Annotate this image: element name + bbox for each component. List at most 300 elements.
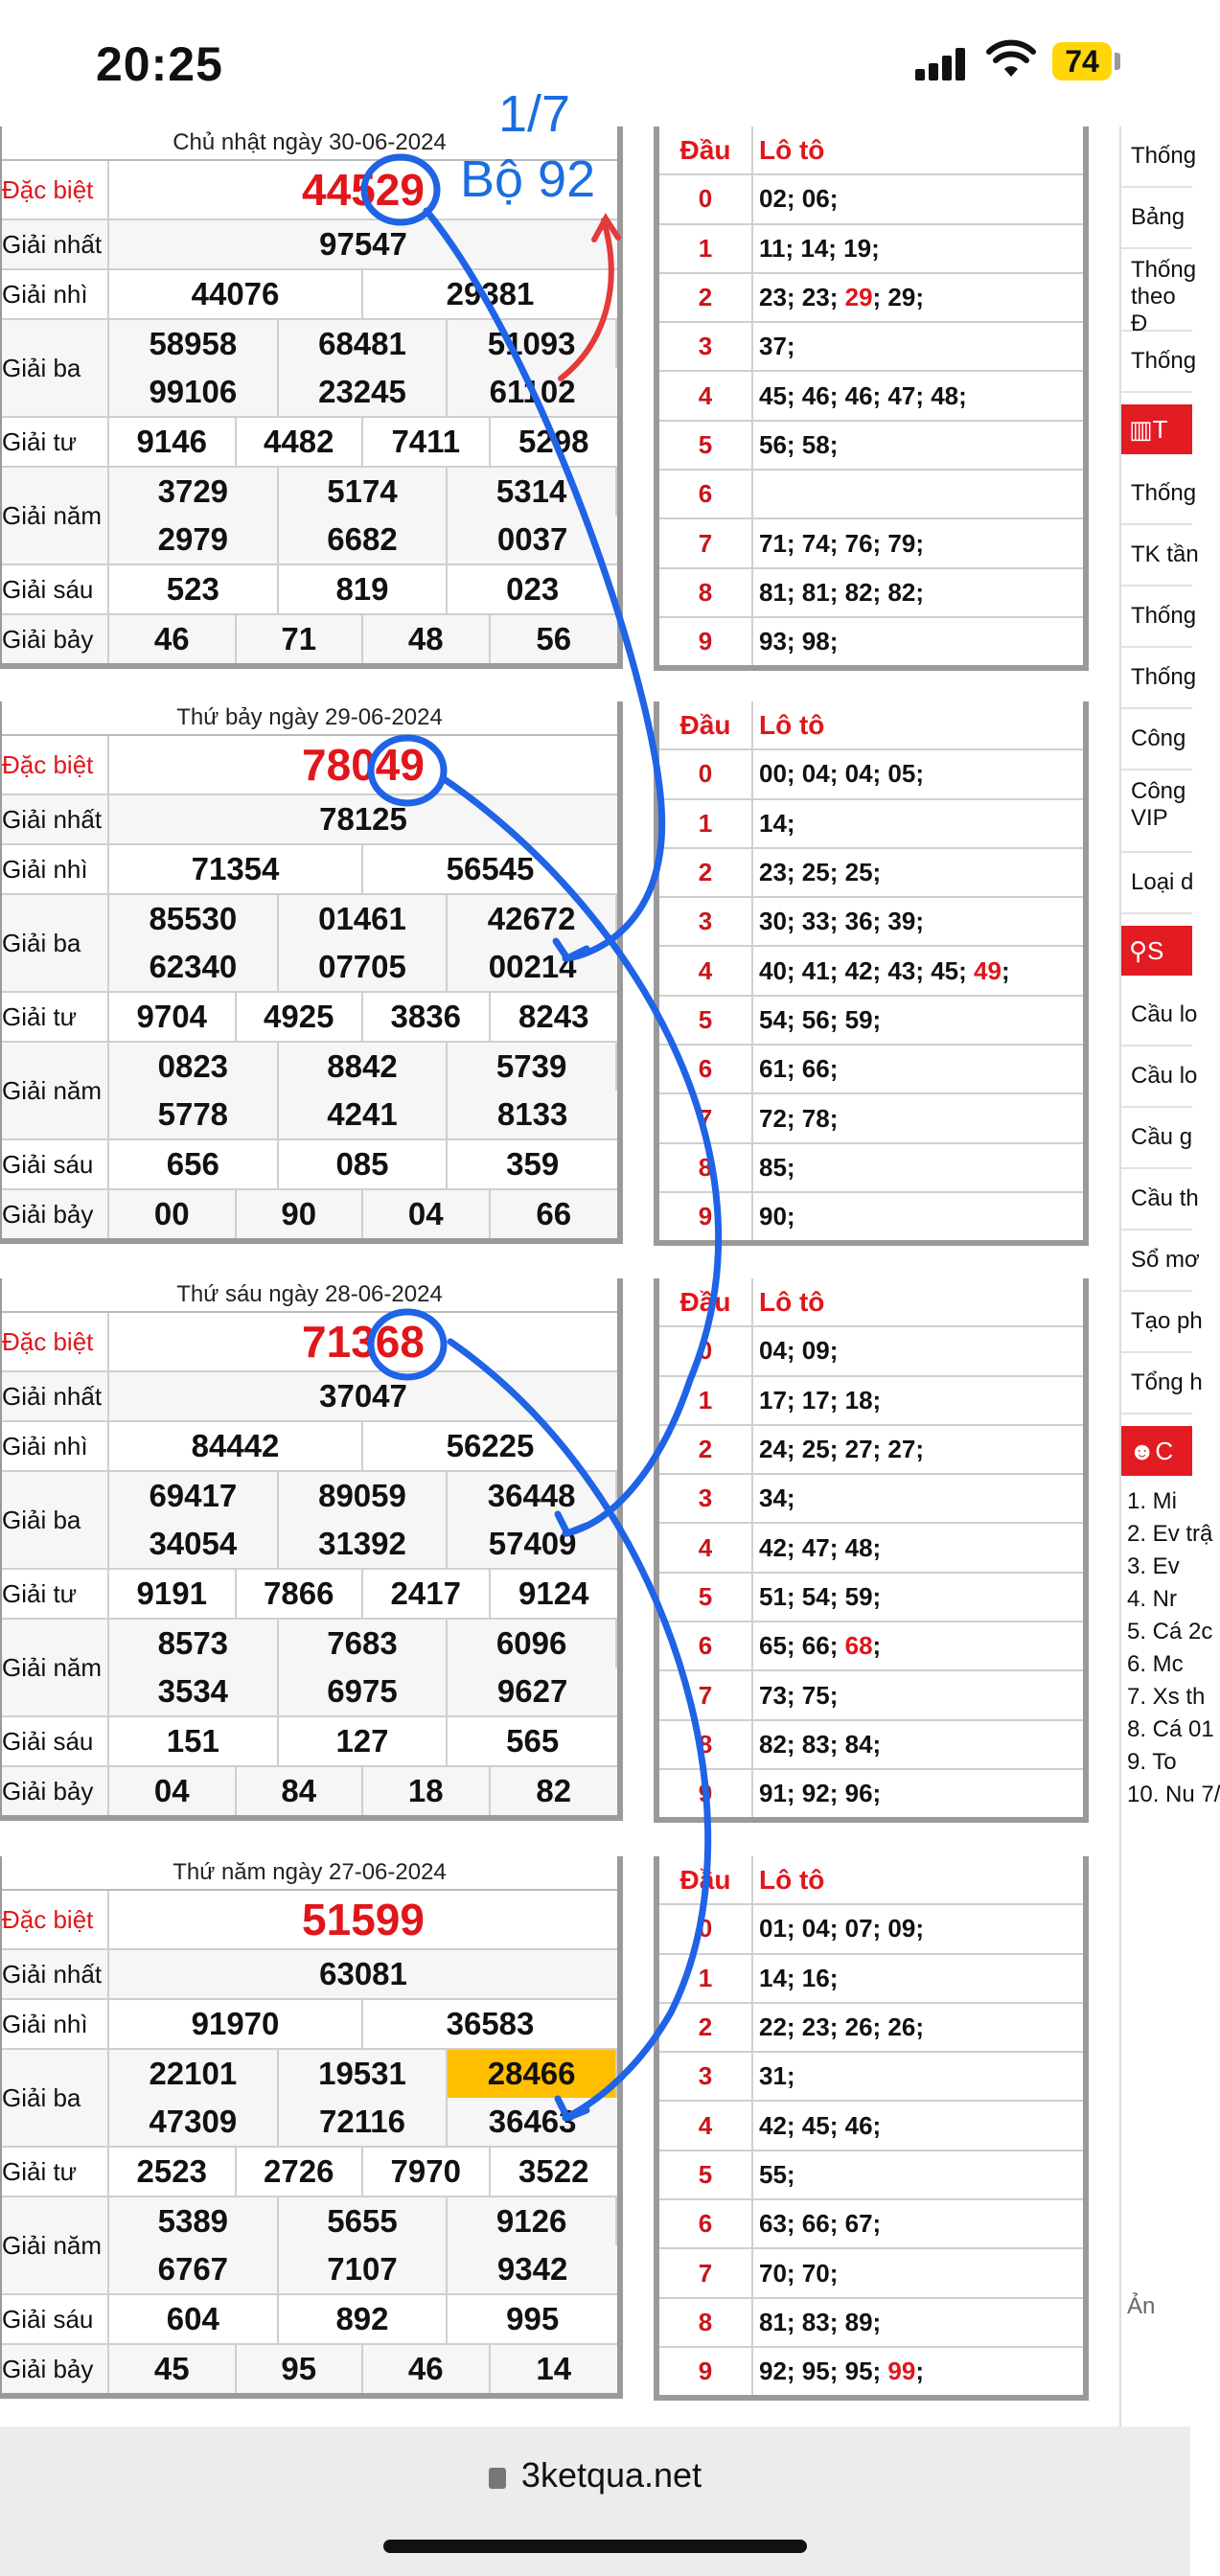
prize-number: 62340 — [109, 943, 279, 991]
loto-head-digit: 4 — [659, 372, 753, 419]
loto-row — [659, 471, 1083, 519]
prize-row — [2, 736, 617, 795]
prize-number: 0823 — [109, 1043, 279, 1091]
loto-row — [659, 750, 1083, 799]
loto-head-digit: 4 — [659, 2102, 753, 2149]
prize-number: 90 — [237, 1190, 364, 1238]
loto-head-digit: 4 — [659, 947, 753, 994]
loto-values: 01; 04; 07; 09; — [759, 1914, 924, 1944]
loto-head-digit: 1 — [659, 1377, 753, 1424]
sidebar-link[interactable]: Cầu lo — [1121, 1046, 1192, 1108]
sidebar-section-header: ☻ C — [1121, 1426, 1192, 1476]
loto-header — [659, 126, 1083, 175]
loto-header — [659, 1856, 1083, 1905]
sidebar-link[interactable]: Tổng h — [1121, 1353, 1192, 1414]
prize-label: Giải ba — [2, 895, 109, 991]
prize-number: 78049 — [302, 740, 425, 790]
prize-number: 7107 — [279, 2245, 449, 2293]
loto-values: 30; 33; 36; 39; — [759, 907, 924, 936]
loto-values: 72; 78; — [759, 1103, 839, 1133]
results-table — [0, 702, 623, 1244]
loto-values: 61; 66; — [759, 1054, 839, 1084]
sidebar-link[interactable]: Công — [1121, 709, 1192, 770]
loto-table — [654, 1278, 1089, 1823]
loto-row — [659, 1905, 1083, 1954]
prize-number: 819 — [279, 565, 449, 613]
loto-head-digit: 4 — [659, 1524, 753, 1571]
prize-row — [2, 2197, 617, 2295]
loto-header-label: Lô tô — [759, 1286, 825, 1317]
prize-label: Giải bảy — [2, 2345, 109, 2393]
sidebar-link[interactable]: Thống — [1121, 332, 1192, 393]
prize-number: 151 — [109, 1717, 279, 1765]
loto-row — [659, 2102, 1083, 2150]
prize-label: Đặc biệt — [2, 161, 109, 218]
loto-row — [659, 2004, 1083, 2053]
prize-row — [2, 1620, 617, 1717]
loto-values: 81; 83; 89; — [759, 2307, 882, 2336]
prize-number: 5314 — [448, 468, 617, 516]
annotation-text-1: 1/7 — [498, 85, 571, 143]
loto-row — [659, 2249, 1083, 2298]
prize-number: 82 — [536, 1773, 572, 1808]
prize-number: 63081 — [319, 1956, 407, 1991]
prize-number: 51093 — [448, 320, 617, 368]
loto-header-label: Lô tô — [759, 134, 825, 165]
prize-number: 8573 — [109, 1620, 279, 1668]
loto-head-digit: 8 — [659, 1721, 753, 1768]
prize-number: 97547 — [319, 226, 407, 262]
sidebar-list-item[interactable]: 2. Ev trậ — [1127, 1521, 1213, 1547]
loto-values: 23; 25; 25; — [759, 858, 882, 887]
search-icon: ⚲ — [1129, 935, 1148, 965]
prize-row — [2, 320, 617, 418]
sidebar-link[interactable]: Thống — [1121, 648, 1192, 709]
loto-values: 54; 56; 59; — [759, 1004, 882, 1034]
prize-number: 6682 — [279, 516, 449, 564]
loto-values: 22; 23; 26; 26; — [759, 2012, 924, 2042]
prize-number: 5778 — [109, 1091, 279, 1138]
loto-values: 51; 54; 59; — [759, 1581, 882, 1611]
loto-values: 93; 98; — [759, 627, 839, 656]
loto-head-digit: 5 — [659, 997, 753, 1044]
sidebar-list-item[interactable]: 6. Mc — [1127, 1651, 1184, 1677]
prize-row — [2, 845, 617, 895]
sidebar-link[interactable]: Cầu lo — [1121, 985, 1192, 1046]
prize-number: 99106 — [109, 368, 279, 416]
loto-row — [659, 175, 1083, 224]
prize-number: 5389 — [109, 2197, 279, 2245]
loto-row — [659, 1524, 1083, 1573]
loto-row — [659, 898, 1083, 947]
prize-label: Giải nhất — [2, 1950, 109, 1998]
prize-number: 5298 — [518, 424, 589, 459]
prize-row — [2, 270, 617, 320]
loto-row — [659, 800, 1083, 849]
prize-row — [2, 795, 617, 845]
prize-label: Giải bảy — [2, 1767, 109, 1815]
loto-row — [659, 947, 1083, 996]
prize-row — [2, 1190, 617, 1238]
prize-number: 127 — [279, 1717, 449, 1765]
loto-values-tail: ; — [915, 2357, 924, 2386]
loto-head-digit: 6 — [659, 471, 753, 518]
sidebar-link[interactable]: Tạo ph — [1121, 1292, 1192, 1353]
prize-number: 23245 — [279, 368, 449, 416]
prize-number: 5655 — [279, 2197, 449, 2245]
loto-row — [659, 422, 1083, 471]
dau-header: Đầu — [659, 1856, 753, 1903]
prize-label: Giải nhất — [2, 220, 109, 268]
prize-number: 14 — [536, 2351, 572, 2386]
prize-number: 523 — [109, 565, 279, 613]
prize-label: Giải sáu — [2, 2295, 109, 2343]
prize-label: Giải ba — [2, 320, 109, 416]
loto-values: 42; 47; 48; — [759, 1532, 882, 1562]
loto-row — [659, 1327, 1083, 1376]
results-table — [0, 1856, 623, 2399]
prize-label: Giải nhì — [2, 270, 109, 318]
loto-values: 71; 74; 76; 79; — [759, 528, 924, 558]
loto-values: 34; — [759, 1484, 795, 1513]
loto-head-digit: 8 — [659, 2299, 753, 2346]
prize-row — [2, 615, 617, 663]
prize-row — [2, 1372, 617, 1422]
loto-row — [659, 1955, 1083, 2004]
loto-head-digit: 8 — [659, 1144, 753, 1191]
prize-number: 9126 — [448, 2197, 617, 2245]
prize-label: Giải ba — [2, 1472, 109, 1568]
sidebar-link[interactable]: Cầu th — [1121, 1169, 1192, 1230]
prize-number: 4925 — [237, 993, 364, 1041]
sidebar-list-item[interactable]: 7. Xs th — [1127, 1684, 1206, 1710]
loto-values: 73; 75; — [759, 1680, 839, 1710]
loto-table — [654, 1856, 1089, 2401]
prize-row — [2, 2050, 617, 2148]
loto-values: 92; 95; 95; — [759, 2357, 888, 2386]
prize-number: 0037 — [496, 521, 568, 557]
loto-row — [659, 1475, 1083, 1524]
loto-values-tail: ; — [1001, 955, 1010, 985]
loto-row — [659, 372, 1083, 421]
loto-row — [659, 1721, 1083, 1770]
loto-values: 65; 66; — [759, 1631, 845, 1661]
loto-values: 23; 23; — [759, 283, 845, 312]
prize-number: 42672 — [448, 895, 617, 943]
prize-row — [2, 1472, 617, 1570]
loto-head-digit: 9 — [659, 618, 753, 665]
loto-row — [659, 1770, 1083, 1817]
loto-head-digit: 7 — [659, 1671, 753, 1718]
prize-label: Giải năm — [2, 1620, 109, 1715]
prize-number: 085 — [279, 1140, 449, 1188]
prize-row — [2, 1767, 617, 1815]
dau-header: Đầu — [659, 126, 753, 173]
prize-row — [2, 220, 617, 270]
prize-number: 5739 — [448, 1043, 617, 1091]
prize-row — [2, 1717, 617, 1767]
loto-head-digit: 3 — [659, 323, 753, 370]
loto-head-digit: 5 — [659, 422, 753, 469]
prize-number: 34054 — [109, 1520, 279, 1568]
prize-number: 01461 — [279, 895, 449, 943]
sidebar-link[interactable]: Loại d — [1121, 853, 1192, 914]
sidebar-link[interactable]: Thống — [1121, 586, 1192, 648]
prize-label: Giải nhì — [2, 1422, 109, 1470]
prize-label: Giải nhất — [2, 1372, 109, 1420]
cellular-signal-icon — [915, 48, 967, 80]
loto-values: 82; 83; 84; — [759, 1729, 882, 1759]
sidebar-link[interactable]: Cầu g — [1121, 1108, 1192, 1169]
sidebar-link[interactable]: Công VIP — [1121, 770, 1192, 853]
loto-head-digit: 9 — [659, 2348, 753, 2395]
prize-number: 9191 — [109, 1570, 237, 1618]
loto-head-digit: 5 — [659, 1574, 753, 1621]
loto-row — [659, 1046, 1083, 1094]
draw-date-title: Chủ nhật ngày 30-06-2024 — [2, 126, 617, 161]
sidebar-list-item[interactable]: 9. To — [1127, 1749, 1177, 1775]
lock-icon — [489, 2468, 506, 2489]
loto-values: 63; 66; 67; — [759, 2209, 882, 2239]
loto-head-digit: 1 — [659, 1955, 753, 2002]
loto-values: 42; 45; 46; — [759, 2110, 882, 2140]
loto-row — [659, 1377, 1083, 1426]
battery-indicator: 74 — [1052, 42, 1112, 80]
loto-values: 04; 09; — [759, 1336, 839, 1366]
sidebar-link[interactable]: Thống — [1121, 126, 1192, 188]
prize-label: Giải bảy — [2, 1190, 109, 1238]
dau-header: Đầu — [659, 702, 753, 748]
sidebar-link[interactable]: Bảng — [1121, 188, 1192, 249]
loto-row — [659, 1574, 1083, 1622]
prize-row — [2, 1043, 617, 1140]
loto-values: 70; 70; — [759, 2258, 839, 2288]
prize-row — [2, 468, 617, 565]
prize-label: Giải nhất — [2, 795, 109, 843]
loto-values: 00; 04; 04; 05; — [759, 759, 924, 789]
loto-row — [659, 1144, 1083, 1193]
sidebar-footer: Ản — [1127, 2293, 1156, 2319]
users-icon: ☻ — [1129, 1436, 1156, 1465]
prize-label: Giải tư — [2, 993, 109, 1041]
prize-number: 85530 — [109, 895, 279, 943]
prize-label: Giải ba — [2, 2050, 109, 2146]
prize-number: 9627 — [496, 1673, 568, 1709]
loto-row — [659, 2151, 1083, 2200]
prize-number: 56545 — [446, 851, 535, 886]
loto-head-digit: 7 — [659, 519, 753, 566]
address-bar[interactable] — [0, 2455, 1190, 2496]
loto-values: 11; 14; 19; — [759, 233, 880, 263]
prize-number: 71354 — [109, 845, 363, 893]
browser-bottom-bar — [0, 2426, 1190, 2576]
loto-head-digit: 9 — [659, 1193, 753, 1240]
draw-date-title: Thứ sáu ngày 28-06-2024 — [2, 1278, 617, 1313]
prize-number: 07705 — [279, 943, 449, 991]
loto-values: 81; 81; 82; 82; — [759, 577, 924, 607]
loto-row — [659, 2200, 1083, 2249]
prize-number: 359 — [506, 1146, 560, 1182]
loto-head-digit: 2 — [659, 849, 753, 896]
prize-number: 7970 — [363, 2148, 491, 2196]
loto-row — [659, 274, 1083, 323]
loto-head-digit: 2 — [659, 274, 753, 321]
loto-special-value: 68 — [844, 1631, 873, 1661]
loto-head-digit: 2 — [659, 1426, 753, 1473]
prize-number: 84442 — [109, 1422, 363, 1470]
loto-head-digit: 7 — [659, 1094, 753, 1141]
prize-number: 45 — [109, 2345, 237, 2393]
prize-number: 48 — [363, 615, 491, 663]
sidebar-link[interactable]: Thống — [1121, 464, 1192, 525]
prize-number: 7411 — [363, 418, 491, 466]
loto-head-digit: 6 — [659, 2200, 753, 2247]
prize-label: Đặc biệt — [2, 736, 109, 794]
loto-head-digit: 2 — [659, 2004, 753, 2051]
prize-row — [2, 895, 617, 993]
loto-head-digit: 0 — [659, 175, 753, 222]
prize-number: 4482 — [237, 418, 364, 466]
prize-label: Giải nhì — [2, 2000, 109, 2048]
loto-row — [659, 1094, 1083, 1143]
prize-number: 8842 — [279, 1043, 449, 1091]
prize-number: 56225 — [446, 1428, 535, 1463]
loto-values: 56; 58; — [759, 429, 839, 459]
status-bar — [0, 0, 1190, 126]
loto-row — [659, 2299, 1083, 2348]
prize-number: 7683 — [279, 1620, 449, 1668]
loto-values: 85; — [759, 1152, 795, 1182]
prize-number: 9704 — [109, 993, 237, 1041]
sidebar-list-item[interactable]: 8. Cá 01 — [1127, 1716, 1214, 1742]
loto-special-value: 49 — [974, 955, 1001, 985]
prize-row — [2, 1570, 617, 1620]
sidebar-link[interactable]: Thống theo Đ — [1121, 249, 1192, 332]
prize-number: 9146 — [109, 418, 237, 466]
prize-label: Giải tư — [2, 2148, 109, 2196]
loto-head-digit: 1 — [659, 225, 753, 272]
loto-row — [659, 225, 1083, 274]
prize-number: 6767 — [109, 2245, 279, 2293]
sidebar-list-item[interactable]: 3. Ev — [1127, 1553, 1180, 1579]
loto-row — [659, 997, 1083, 1046]
prize-label: Giải sáu — [2, 565, 109, 613]
loto-row — [659, 323, 1083, 372]
loto-head-digit: 3 — [659, 2053, 753, 2100]
home-indicator[interactable] — [383, 2540, 807, 2553]
prize-number: 61102 — [489, 374, 576, 409]
wifi-icon — [987, 42, 1035, 80]
prize-number: 3534 — [109, 1668, 279, 1715]
loto-head-digit: 0 — [659, 1327, 753, 1374]
loto-table — [654, 126, 1089, 671]
sidebar-list-item[interactable]: 10. Nu 7/ — [1127, 1782, 1220, 1807]
loto-head-digit: 8 — [659, 569, 753, 616]
prize-number: 656 — [109, 1140, 279, 1188]
prize-number: 58958 — [109, 320, 279, 368]
prize-number: 2726 — [237, 2148, 364, 2196]
sidebar-list-item[interactable]: 1. Mi — [1127, 1488, 1178, 1514]
prize-number: 9124 — [518, 1576, 589, 1611]
prize-number: 2979 — [109, 516, 279, 564]
clock: 20:25 — [96, 37, 223, 91]
prize-number: 95 — [237, 2345, 364, 2393]
prize-number: 5174 — [279, 468, 449, 516]
prize-number: 3729 — [109, 468, 279, 516]
prize-number: 51599 — [302, 1895, 425, 1944]
prize-number: 023 — [506, 571, 560, 607]
prize-number: 9342 — [496, 2251, 568, 2287]
prize-row — [2, 2000, 617, 2050]
prize-number: 6096 — [448, 1620, 617, 1668]
loto-header-label: Lô tô — [759, 709, 825, 740]
loto-head-digit: 0 — [659, 750, 753, 797]
loto-header — [659, 702, 1083, 750]
loto-values: 31; — [759, 2061, 795, 2091]
prize-label: Giải năm — [2, 1043, 109, 1138]
loto-row — [659, 618, 1083, 665]
loto-head-digit: 7 — [659, 2249, 753, 2296]
prize-label: Giải bảy — [2, 615, 109, 663]
prize-label: Giải tư — [2, 1570, 109, 1618]
prize-number: 31392 — [279, 1520, 449, 1568]
prize-number: 36463 — [488, 2104, 577, 2139]
prize-number: 2417 — [363, 1570, 491, 1618]
prize-label: Giải tư — [2, 418, 109, 466]
loto-header-label: Lô tô — [759, 1864, 825, 1895]
sidebar-link[interactable]: TK tần — [1121, 525, 1192, 586]
loto-row — [659, 1426, 1083, 1475]
annotation-text-2: Bộ 92 — [460, 150, 596, 208]
prize-row — [2, 2148, 617, 2197]
loto-values: 24; 25; 27; 27; — [759, 1435, 924, 1464]
prize-number: 995 — [506, 2301, 560, 2336]
sidebar-link[interactable]: Sổ mơ — [1121, 1230, 1192, 1292]
prize-number: 36583 — [446, 2006, 535, 2041]
prize-row — [2, 1950, 617, 2000]
prize-number: 604 — [109, 2295, 279, 2343]
prize-label: Giải năm — [2, 468, 109, 564]
prize-label: Giải sáu — [2, 1717, 109, 1765]
loto-values: 91; 92; 96; — [759, 1779, 882, 1808]
battery-icon — [1115, 53, 1120, 70]
sidebar-section-header: ▥ T — [1121, 404, 1192, 454]
loto-head-digit: 6 — [659, 1046, 753, 1092]
prize-number: 00 — [109, 1190, 237, 1238]
sidebar-list-item[interactable]: 5. Cá 2c — [1127, 1619, 1213, 1644]
prize-number: 3522 — [518, 2153, 589, 2189]
url-text: 3ketqua.net — [520, 2455, 702, 2495]
loto-values: 14; 16; — [759, 1963, 839, 1992]
loto-row — [659, 1622, 1083, 1671]
prize-number: 892 — [279, 2295, 449, 2343]
prize-label: Giải sáu — [2, 1140, 109, 1188]
prize-number: 4241 — [279, 1091, 449, 1138]
loto-head-digit: 6 — [659, 1622, 753, 1669]
loto-values: 55; — [759, 2159, 795, 2189]
prize-number: 78125 — [319, 801, 407, 837]
prize-number: 71368 — [302, 1317, 425, 1367]
loto-row — [659, 519, 1083, 568]
sidebar-list-item[interactable]: 4. Nr — [1127, 1586, 1178, 1612]
prize-number: 72116 — [279, 2098, 449, 2146]
results-table — [0, 1278, 623, 1821]
prize-number: 36448 — [448, 1472, 617, 1520]
prize-number: 89059 — [279, 1472, 449, 1520]
prize-row — [2, 1313, 617, 1372]
loto-row — [659, 1671, 1083, 1720]
prize-number: 68481 — [279, 320, 449, 368]
